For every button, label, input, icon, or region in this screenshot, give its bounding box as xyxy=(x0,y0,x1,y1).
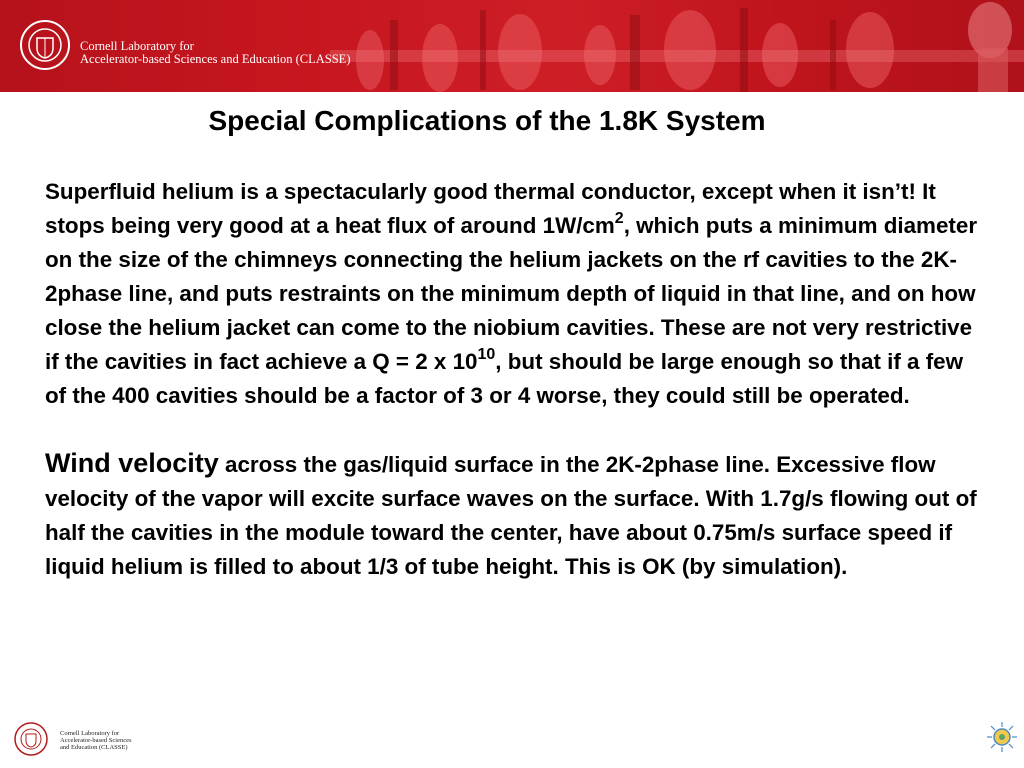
accelerator-photo xyxy=(330,0,1024,92)
para1-text-2: , which puts a minimum diameter on the size of the chimneys connecting the helium jackets on the rf cavities to the 2K-2phase line, and puts restraints on the minimum depth of liquid in that line, and on how close the helium jacket can come to the niobium cavities. These are not very restrictive if the cavities in fact achieve a Q = 2 x 10 xyxy=(45,213,978,374)
footer-line-3: and Education (CLASSE) xyxy=(60,744,128,751)
para1-superscript-1: 2 xyxy=(614,209,624,227)
footer-org-text xyxy=(60,730,132,751)
para1-superscript-2: 10 xyxy=(477,345,496,363)
slide-title: Special Complications of the 1.8K System xyxy=(208,105,766,136)
paragraph-superfluid xyxy=(45,175,985,413)
org-name xyxy=(80,40,350,66)
footer-line-1: Cornell Laboratory for xyxy=(60,730,120,737)
header-banner xyxy=(0,0,1024,92)
org-line-1: Cornell Laboratory for xyxy=(80,39,194,53)
para2-text: across the gas/liquid surface in the 2K-2phase line. Excessive flow velocity of the vapor will excite surface waves on the surface. With 1.7g/s flowing out of half the cavities in the module toward the center, have about 0.75m/s surface speed if liquid helium is filled to about 1/3 of tube height. This is OK (by simulation). xyxy=(45,452,977,579)
para2-lead: Wind velocity xyxy=(45,448,219,478)
sun-badge-icon xyxy=(985,720,1019,754)
para1-text-1: Superfluid helium is a spectacularly good thermal conductor, except when it isn’t! It stops being very good at a heat flux of around 1W/cm xyxy=(45,179,936,238)
org-line-2: Accelerator-based Sciences and Education (CLASSE) xyxy=(80,52,351,66)
footer-line-2: Accelerator-based Sciences xyxy=(60,737,132,744)
slide-body xyxy=(45,175,985,584)
cornell-seal-footer-icon xyxy=(14,722,48,756)
para1-text-3: , but should be large enough so that if a few of the 400 cavities should be a factor of 3 or 4 worse, they could still be operated. xyxy=(45,349,964,408)
paragraph-wind-velocity xyxy=(45,446,985,584)
cornell-seal-icon xyxy=(20,20,70,70)
